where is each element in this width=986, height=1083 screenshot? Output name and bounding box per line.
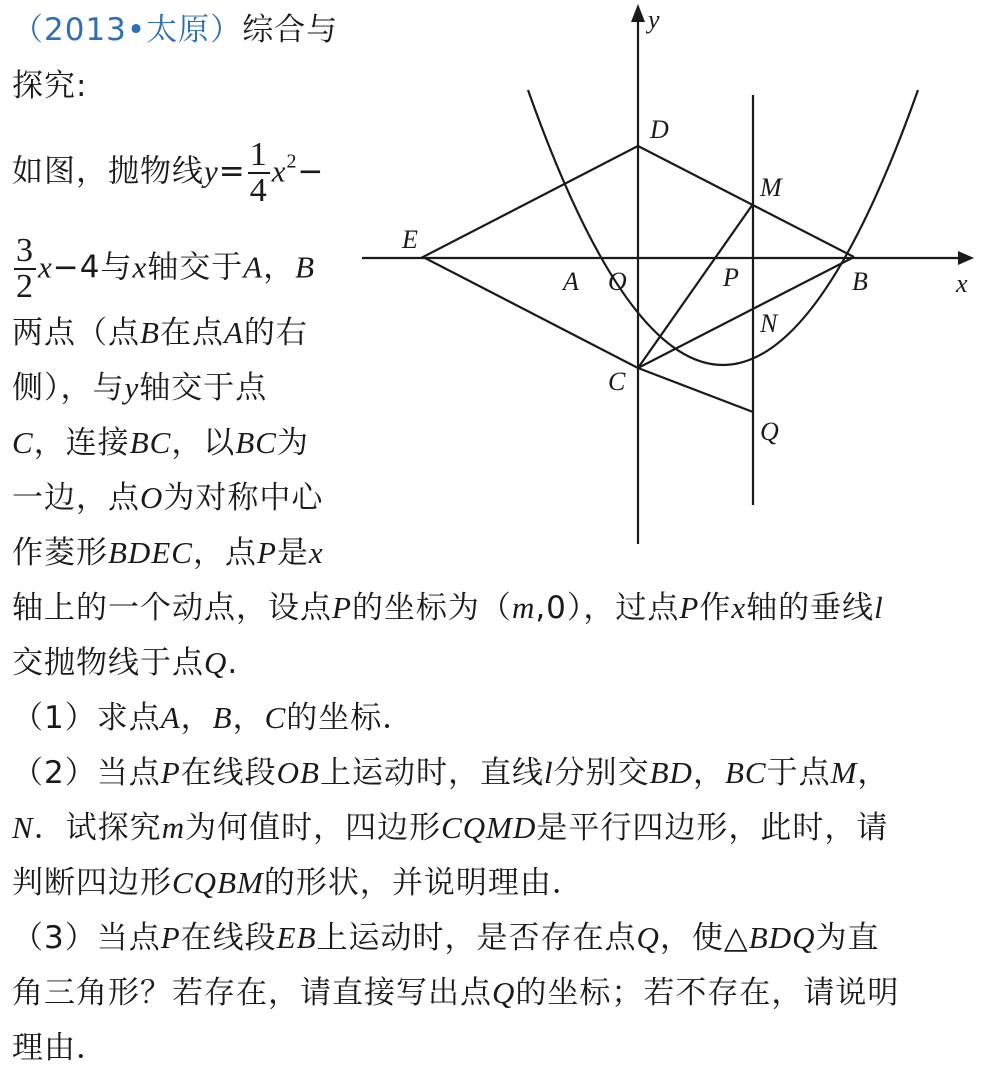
header-line xyxy=(12,10,338,50)
question-2-line-2 xyxy=(12,808,888,848)
var: BC xyxy=(235,425,277,460)
var: x xyxy=(271,153,287,189)
text: 判断四边形 xyxy=(12,865,172,901)
var: Q xyxy=(636,920,660,955)
text: 的形状，并说明理由． xyxy=(263,865,584,901)
diagram-figure xyxy=(358,0,986,560)
var: y xyxy=(124,370,140,405)
var: x xyxy=(132,249,148,285)
var: x xyxy=(38,249,53,285)
text: ， xyxy=(180,700,213,736)
var: C xyxy=(264,700,287,735)
text: 作 xyxy=(699,590,732,626)
text: （1）求点 xyxy=(12,700,161,736)
text: 在线段 xyxy=(180,920,277,956)
x-axis-arrow xyxy=(958,251,974,265)
text: 为对称中心 xyxy=(163,480,324,516)
var: l xyxy=(874,590,884,625)
text: 的坐标为（ xyxy=(351,590,512,626)
text: 交抛物线于点 xyxy=(12,645,204,681)
var: M xyxy=(830,755,858,790)
text: 是平行四边形，此时，请 xyxy=(536,810,889,846)
problem-line-8 xyxy=(12,588,884,628)
text: 为直 xyxy=(815,920,880,956)
question-2-line-3 xyxy=(12,863,584,903)
var: Q xyxy=(204,645,228,680)
type-label-2: 探究: xyxy=(12,68,88,104)
text: ， xyxy=(692,755,725,791)
text: 轴交于点 xyxy=(139,370,268,406)
var: CQBM xyxy=(172,865,264,900)
text: ， xyxy=(263,249,296,286)
var: Q xyxy=(492,975,516,1010)
text: 在点 xyxy=(159,315,224,351)
label-c: C xyxy=(608,367,626,396)
text: 上运动时，是否存在点 xyxy=(316,920,637,956)
text: ， xyxy=(232,700,265,736)
text: ，以 xyxy=(171,425,236,461)
var: m xyxy=(161,810,186,845)
var: BC xyxy=(724,755,767,790)
problem-line-5 xyxy=(12,423,309,463)
text: 为 xyxy=(276,425,309,461)
problem-line-4 xyxy=(12,368,267,408)
label-b: B xyxy=(852,267,868,296)
label-a: A xyxy=(563,267,579,296)
var: N xyxy=(12,810,34,845)
text: 分别交 xyxy=(553,755,650,791)
var: BDQ xyxy=(748,920,816,955)
text: . xyxy=(227,645,239,681)
var: P xyxy=(679,590,700,625)
text: ，点 xyxy=(192,535,257,571)
var: CQMD xyxy=(441,810,537,845)
var: m xyxy=(511,590,536,625)
text: −4 xyxy=(52,249,101,286)
text: 作菱形 xyxy=(12,535,108,571)
text: ， xyxy=(857,755,890,791)
text: − xyxy=(297,153,325,190)
source-tag: （2013•太原） xyxy=(12,12,243,48)
text: 上运动时，直线 xyxy=(320,755,544,791)
label-x: x xyxy=(956,269,968,298)
var: C xyxy=(12,425,34,460)
var: P xyxy=(332,590,352,625)
problem-line-2 xyxy=(12,234,315,304)
text: 在线段 xyxy=(180,755,277,791)
numerator: 3 xyxy=(16,232,34,269)
text: = xyxy=(218,153,246,190)
text: 侧），与 xyxy=(12,370,125,406)
var: B xyxy=(295,249,316,285)
var: y xyxy=(204,153,219,189)
text: 与 xyxy=(100,249,133,286)
denominator: 2 xyxy=(16,268,34,305)
text: 一边，点 xyxy=(12,480,140,516)
text: ，使△ xyxy=(659,920,749,956)
problem-line-7 xyxy=(12,533,324,573)
var: B xyxy=(140,315,160,350)
question-3-line-1 xyxy=(12,918,880,958)
text: 的右 xyxy=(243,315,308,351)
label-o: O xyxy=(608,267,627,296)
var: A xyxy=(160,700,181,735)
label-q: Q xyxy=(760,417,779,446)
label-y: y xyxy=(648,5,660,34)
problem-line-3 xyxy=(12,313,308,353)
var: P xyxy=(160,920,181,955)
var: BD xyxy=(649,755,693,790)
problem-line-6 xyxy=(12,478,323,518)
text: ,0），过点 xyxy=(535,590,680,626)
label-n: N xyxy=(760,309,778,338)
text: 角三角形？若存在，请直接写出点 xyxy=(12,975,492,1011)
var: OB xyxy=(276,755,320,790)
text: 为何值时，四边形 xyxy=(185,810,442,846)
var: P xyxy=(256,535,277,570)
fraction-1-4 xyxy=(248,138,270,208)
question-2-line-1 xyxy=(12,753,889,793)
var: P xyxy=(160,755,181,790)
question-3-line-3 xyxy=(12,1028,108,1068)
text: 于点 xyxy=(766,755,831,791)
question-3-line-2 xyxy=(12,973,899,1013)
denominator: 4 xyxy=(249,172,268,209)
var: O xyxy=(140,480,164,515)
text: 理由． xyxy=(12,1030,108,1066)
segment-cq xyxy=(638,368,753,412)
label-e: E xyxy=(402,225,418,254)
problem-line-1 xyxy=(12,138,325,208)
text: 的坐标；若不存在，请说明 xyxy=(515,975,900,1011)
text: 两点（点 xyxy=(12,315,140,351)
header-line-2 xyxy=(12,66,87,106)
label-p: P xyxy=(723,263,739,292)
var: x xyxy=(731,590,747,625)
text: 轴的垂线 xyxy=(746,590,875,626)
label-d: D xyxy=(650,115,669,144)
question-1 xyxy=(12,698,414,738)
y-axis-arrow xyxy=(631,4,645,22)
var: BDEC xyxy=(108,535,193,570)
var: x xyxy=(308,535,324,570)
type-label: 综合与 xyxy=(242,12,339,48)
problem-line-9 xyxy=(12,643,238,683)
text: 轴上的一个动点，设点 xyxy=(12,590,332,626)
var: l xyxy=(544,755,554,790)
numerator: 1 xyxy=(249,136,268,173)
text: ．试探究 xyxy=(33,810,162,846)
fraction-3-2 xyxy=(14,234,36,304)
var: A xyxy=(243,249,264,285)
text: 轴交于 xyxy=(147,249,244,286)
var: A xyxy=(223,315,244,350)
text: 是 xyxy=(276,535,309,571)
text: 的坐标． xyxy=(286,700,415,736)
text: 如图，抛物线 xyxy=(12,153,204,190)
text: （3）当点 xyxy=(12,920,161,956)
text: ，连接 xyxy=(33,425,130,461)
var: B xyxy=(212,700,233,735)
text: （2）当点 xyxy=(12,755,161,791)
exponent: 2 xyxy=(286,150,298,173)
label-m: M xyxy=(760,173,782,202)
var: BC xyxy=(129,425,172,460)
var: EB xyxy=(276,920,317,955)
